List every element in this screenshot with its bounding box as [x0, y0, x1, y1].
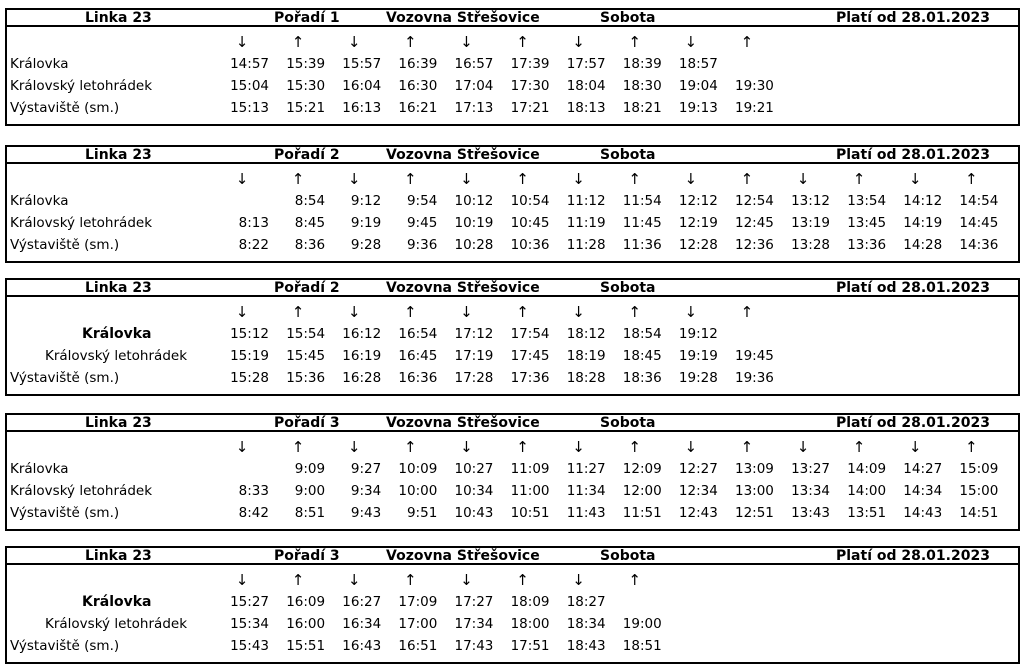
- stop-name: Královka: [10, 56, 69, 72]
- departure-time: 17:30: [510, 78, 550, 94]
- departure-time: 13:34: [791, 483, 830, 499]
- departure-time: 19:12: [678, 326, 718, 342]
- day-label: Sobota: [600, 280, 656, 296]
- line-label: Linka 23: [85, 10, 152, 26]
- departure-time: 8:22: [238, 237, 269, 253]
- arrow-down-icon: ↓: [796, 170, 810, 188]
- arrow-up-icon: ↑: [628, 33, 641, 51]
- stop-name: Královský letohrádek: [10, 78, 153, 94]
- arrow-down-icon: ↓: [235, 170, 249, 188]
- departure-time: 16:43: [342, 638, 382, 654]
- arrow-up-icon: ↑: [852, 170, 866, 188]
- departure-time: 14:28: [903, 237, 943, 253]
- day-label: Sobota: [600, 10, 656, 26]
- departure-time: 18:43: [566, 638, 606, 654]
- stop-row: [7, 323, 1018, 345]
- stop-row: [7, 53, 1018, 75]
- departure-time: 16:30: [398, 78, 438, 94]
- departure-time: 17:51: [510, 638, 550, 654]
- departure-time: 13:12: [791, 193, 830, 209]
- departure-time: 16:51: [398, 638, 438, 654]
- arrow-up-icon: ↑: [291, 303, 305, 321]
- departure-time: 17:57: [566, 56, 606, 72]
- departure-time: 18:21: [622, 100, 662, 116]
- departure-time: 13:00: [734, 483, 774, 499]
- arrow-down-icon: ↓: [347, 303, 361, 321]
- arrow-down-icon: ↓: [796, 438, 810, 456]
- arrow-down-icon: ↓: [347, 571, 361, 589]
- departure-time: 17:54: [510, 326, 550, 342]
- departure-time: 11:43: [566, 505, 606, 521]
- arrow-down-icon: ↓: [460, 303, 473, 321]
- arrow-up-icon: ↑: [404, 571, 417, 589]
- departure-time: 12:27: [678, 461, 718, 477]
- arrow-down-icon: ↓: [572, 170, 585, 188]
- departure-time: 11:12: [566, 193, 606, 209]
- departure-time: 17:12: [454, 326, 494, 342]
- departure-time: 15:34: [230, 616, 269, 632]
- block-body: [5, 27, 1020, 126]
- departure-time: 13:28: [791, 237, 830, 253]
- arrow-up-icon: ↑: [965, 438, 978, 456]
- arrow-down-icon: ↓: [684, 438, 698, 456]
- block-body: [5, 297, 1020, 396]
- depot-label: Vozovna Střešovice: [386, 548, 540, 564]
- departure-time: 18:27: [566, 594, 606, 610]
- arrow-down-icon: ↓: [235, 438, 249, 456]
- departure-time: 16:34: [342, 616, 382, 632]
- departure-time: 16:09: [286, 594, 326, 610]
- arrow-down-icon: ↓: [235, 303, 249, 321]
- departure-time: 12:34: [678, 483, 718, 499]
- arrow-up-icon: ↑: [291, 438, 305, 456]
- departure-time: 16:27: [342, 594, 382, 610]
- arrow-down-icon: ↓: [460, 571, 473, 589]
- departure-time: 17:45: [510, 348, 550, 364]
- departure-time: 13:27: [791, 461, 830, 477]
- arrow-down-icon: ↓: [572, 438, 585, 456]
- arrow-up-icon: ↑: [516, 33, 529, 51]
- departure-time: 10:51: [510, 505, 550, 521]
- departure-time: 18:30: [622, 78, 662, 94]
- departure-time: 19:21: [734, 100, 774, 116]
- direction-row: [7, 436, 1018, 458]
- stop-row: [7, 458, 1018, 480]
- arrow-up-icon: ↑: [404, 303, 417, 321]
- valid-from-label: Platí od 28.01.2023: [836, 548, 990, 564]
- departure-time: 17:27: [454, 594, 494, 610]
- arrow-up-icon: ↑: [516, 438, 529, 456]
- arrow-up-icon: ↑: [740, 303, 754, 321]
- departure-time: 11:00: [510, 483, 550, 499]
- day-label: Sobota: [600, 147, 656, 163]
- depot-label: Vozovna Střešovice: [386, 147, 540, 163]
- departure-time: 14:51: [959, 505, 999, 521]
- departure-time: 8:54: [294, 193, 326, 209]
- departure-time: 12:54: [734, 193, 774, 209]
- arrow-up-icon: ↑: [291, 33, 305, 51]
- arrow-down-icon: ↓: [235, 33, 249, 51]
- departure-time: 18:34: [566, 616, 606, 632]
- departure-time: 9:43: [350, 505, 382, 521]
- arrow-down-icon: ↓: [460, 438, 473, 456]
- departure-time: 10:00: [398, 483, 438, 499]
- block-header: [5, 546, 1020, 565]
- departure-time: 9:09: [294, 461, 326, 477]
- stop-row: [7, 212, 1018, 234]
- departure-time: 11:27: [566, 461, 606, 477]
- departure-time: 14:12: [903, 193, 943, 209]
- departure-time: 18:36: [622, 370, 662, 386]
- arrow-down-icon: ↓: [684, 33, 698, 51]
- arrow-up-icon: ↑: [852, 438, 866, 456]
- block-body: [5, 565, 1020, 664]
- order-label: Pořadí 1: [274, 10, 340, 26]
- arrow-down-icon: ↓: [684, 303, 698, 321]
- departure-time: 15:19: [230, 348, 269, 364]
- block-header: [5, 278, 1020, 297]
- departure-time: 18:39: [622, 56, 662, 72]
- departure-time: 9:12: [350, 193, 382, 209]
- line-label: Linka 23: [85, 415, 152, 431]
- departure-time: 14:57: [230, 56, 269, 72]
- departure-time: 8:33: [238, 483, 269, 499]
- departure-time: 19:00: [622, 616, 662, 632]
- departure-time: 15:28: [230, 370, 269, 386]
- stop-name: Královský letohrádek: [45, 616, 188, 632]
- departure-time: 15:45: [286, 348, 326, 364]
- order-label: Pořadí 2: [274, 280, 340, 296]
- arrow-up-icon: ↑: [740, 438, 754, 456]
- departure-time: 9:19: [350, 215, 382, 231]
- departure-time: 13:09: [734, 461, 774, 477]
- stop-row: [7, 97, 1018, 119]
- departure-time: 15:21: [286, 100, 326, 116]
- departure-time: 15:13: [230, 100, 269, 116]
- stop-name: Královský letohrádek: [45, 348, 188, 364]
- arrow-up-icon: ↑: [404, 170, 417, 188]
- valid-from-label: Platí od 28.01.2023: [836, 147, 990, 163]
- arrow-down-icon: ↓: [460, 33, 473, 51]
- arrow-up-icon: ↑: [516, 170, 529, 188]
- departure-time: 15:04: [230, 78, 269, 94]
- departure-time: 15:36: [286, 370, 326, 386]
- arrow-down-icon: ↓: [908, 170, 922, 188]
- departure-time: 18:12: [566, 326, 606, 342]
- depot-label: Vozovna Střešovice: [386, 415, 540, 431]
- departure-time: 12:36: [734, 237, 774, 253]
- arrow-up-icon: ↑: [404, 438, 417, 456]
- valid-from-label: Platí od 28.01.2023: [836, 415, 990, 431]
- departure-time: 15:30: [286, 78, 326, 94]
- departure-time: 17:04: [454, 78, 494, 94]
- depot-label: Vozovna Střešovice: [386, 10, 540, 26]
- departure-time: 17:34: [454, 616, 494, 632]
- departure-time: 18:04: [566, 78, 606, 94]
- arrow-up-icon: ↑: [628, 571, 641, 589]
- departure-time: 17:39: [510, 56, 550, 72]
- stop-row: [7, 635, 1018, 657]
- departure-time: 16:39: [398, 56, 438, 72]
- block-body: [5, 164, 1020, 263]
- departure-time: 18:54: [622, 326, 662, 342]
- departure-time: 15:39: [286, 56, 326, 72]
- departure-time: 17:21: [510, 100, 550, 116]
- valid-from-label: Platí od 28.01.2023: [836, 280, 990, 296]
- departure-time: 15:00: [959, 483, 999, 499]
- arrow-up-icon: ↑: [740, 33, 754, 51]
- departure-time: 16:28: [342, 370, 382, 386]
- order-label: Pořadí 3: [274, 548, 340, 564]
- stop-name: Královka: [10, 193, 69, 209]
- departure-time: 19:19: [678, 348, 718, 364]
- stop-row: [7, 367, 1018, 389]
- departure-time: 9:00: [294, 483, 326, 499]
- departure-time: 18:13: [566, 100, 606, 116]
- arrow-down-icon: ↓: [235, 571, 249, 589]
- departure-time: 16:04: [342, 78, 382, 94]
- arrow-down-icon: ↓: [572, 33, 585, 51]
- stop-name: Výstaviště (sm.): [10, 505, 120, 521]
- departure-time: 11:09: [510, 461, 550, 477]
- departure-time: 18:51: [622, 638, 662, 654]
- departure-time: 17:36: [510, 370, 550, 386]
- departure-time: 19:04: [678, 78, 718, 94]
- departure-time: 10:34: [454, 483, 494, 499]
- departure-time: 12:45: [734, 215, 774, 231]
- valid-from-label: Platí od 28.01.2023: [836, 10, 990, 26]
- stop-row: [7, 75, 1018, 97]
- departure-time: 10:43: [454, 505, 494, 521]
- departure-time: 16:54: [398, 326, 438, 342]
- departure-time: 19:45: [734, 348, 774, 364]
- departure-time: 18:28: [566, 370, 606, 386]
- departure-time: 17:28: [454, 370, 494, 386]
- departure-time: 12:00: [622, 483, 662, 499]
- departure-time: 15:12: [230, 326, 269, 342]
- departure-time: 16:00: [286, 616, 326, 632]
- line-label: Linka 23: [85, 548, 152, 564]
- departure-time: 16:21: [398, 100, 438, 116]
- departure-time: 10:27: [454, 461, 494, 477]
- departure-time: 9:54: [406, 193, 438, 209]
- stop-row: [7, 502, 1018, 524]
- departure-time: 9:45: [406, 215, 438, 231]
- departure-time: 8:13: [238, 215, 269, 231]
- departure-time: 14:45: [959, 215, 999, 231]
- departure-time: 14:54: [959, 193, 999, 209]
- departure-time: 13:45: [847, 215, 887, 231]
- order-label: Pořadí 3: [274, 415, 340, 431]
- direction-row: [7, 31, 1018, 53]
- departure-time: 17:43: [454, 638, 494, 654]
- departure-time: 17:00: [398, 616, 438, 632]
- order-label: Pořadí 2: [274, 147, 340, 163]
- departure-time: 16:12: [342, 326, 382, 342]
- departure-time: 14:19: [903, 215, 943, 231]
- stop-name: Královský letohrádek: [10, 215, 153, 231]
- arrow-up-icon: ↑: [628, 438, 641, 456]
- departure-time: 14:27: [903, 461, 943, 477]
- departure-time: 14:09: [847, 461, 887, 477]
- departure-time: 10:28: [454, 237, 494, 253]
- departure-time: 18:45: [622, 348, 662, 364]
- departure-time: 10:54: [510, 193, 550, 209]
- departure-time: 8:42: [238, 505, 269, 521]
- departure-time: 10:12: [454, 193, 494, 209]
- direction-row: [7, 569, 1018, 591]
- arrow-down-icon: ↓: [347, 438, 361, 456]
- departure-time: 13:36: [847, 237, 887, 253]
- arrow-up-icon: ↑: [740, 170, 754, 188]
- line-label: Linka 23: [85, 280, 152, 296]
- departure-time: 13:51: [847, 505, 887, 521]
- departure-time: 19:28: [678, 370, 718, 386]
- departure-time: 17:09: [398, 594, 438, 610]
- departure-time: 12:43: [678, 505, 718, 521]
- stop-row: [7, 591, 1018, 613]
- departure-time: 18:09: [510, 594, 550, 610]
- arrow-up-icon: ↑: [291, 571, 305, 589]
- arrow-up-icon: ↑: [965, 170, 978, 188]
- stop-name: Královka: [82, 326, 152, 342]
- departure-time: 15:57: [342, 56, 382, 72]
- departure-time: 10:45: [510, 215, 550, 231]
- departure-time: 13:54: [847, 193, 887, 209]
- departure-time: 15:54: [286, 326, 326, 342]
- arrow-down-icon: ↓: [684, 170, 698, 188]
- departure-time: 16:57: [454, 56, 494, 72]
- departure-time: 10:36: [510, 237, 550, 253]
- block-header: [5, 145, 1020, 164]
- line-label: Linka 23: [85, 147, 152, 163]
- arrow-up-icon: ↑: [404, 33, 417, 51]
- departure-time: 14:36: [959, 237, 999, 253]
- arrow-up-icon: ↑: [291, 170, 305, 188]
- stop-name: Královka: [10, 461, 69, 477]
- depot-label: Vozovna Střešovice: [386, 280, 540, 296]
- day-label: Sobota: [600, 415, 656, 431]
- departure-time: 16:36: [398, 370, 438, 386]
- arrow-down-icon: ↓: [572, 571, 585, 589]
- departure-time: 18:57: [678, 56, 718, 72]
- direction-row: [7, 168, 1018, 190]
- departure-time: 11:51: [622, 505, 662, 521]
- arrow-down-icon: ↓: [347, 33, 361, 51]
- departure-time: 9:28: [350, 237, 382, 253]
- arrow-down-icon: ↓: [908, 438, 922, 456]
- departure-time: 18:00: [510, 616, 550, 632]
- departure-time: 11:54: [622, 193, 662, 209]
- departure-time: 18:19: [566, 348, 606, 364]
- stop-name: Královský letohrádek: [10, 483, 153, 499]
- arrow-down-icon: ↓: [460, 170, 473, 188]
- arrow-up-icon: ↑: [516, 571, 529, 589]
- departure-time: 12:28: [678, 237, 718, 253]
- departure-time: 12:09: [622, 461, 662, 477]
- departure-time: 11:34: [566, 483, 606, 499]
- departure-time: 16:19: [342, 348, 382, 364]
- stop-row: [7, 190, 1018, 212]
- departure-time: 14:43: [903, 505, 943, 521]
- stop-name: Výstaviště (sm.): [10, 370, 120, 386]
- departure-time: 12:51: [734, 505, 774, 521]
- direction-row: [7, 301, 1018, 323]
- stop-name: Výstaviště (sm.): [10, 638, 120, 654]
- departure-time: 15:27: [230, 594, 269, 610]
- departure-time: 8:36: [294, 237, 326, 253]
- arrow-up-icon: ↑: [628, 170, 641, 188]
- departure-time: 19:30: [734, 78, 774, 94]
- block-body: [5, 432, 1020, 531]
- arrow-up-icon: ↑: [628, 303, 641, 321]
- departure-time: 9:34: [350, 483, 382, 499]
- departure-time: 13:19: [791, 215, 830, 231]
- departure-time: 9:36: [406, 237, 438, 253]
- arrow-up-icon: ↑: [516, 303, 529, 321]
- departure-time: 8:45: [294, 215, 326, 231]
- stop-row: [7, 480, 1018, 502]
- arrow-down-icon: ↓: [572, 303, 585, 321]
- departure-time: 16:13: [342, 100, 382, 116]
- departure-time: 17:19: [454, 348, 494, 364]
- departure-time: 14:00: [847, 483, 887, 499]
- departure-time: 8:51: [294, 505, 326, 521]
- block-header: [5, 8, 1020, 27]
- arrow-down-icon: ↓: [347, 170, 361, 188]
- departure-time: 19:36: [734, 370, 774, 386]
- block-header: [5, 413, 1020, 432]
- stop-row: [7, 234, 1018, 256]
- departure-time: 15:43: [230, 638, 269, 654]
- departure-time: 17:13: [454, 100, 494, 116]
- stop-name: Královka: [82, 594, 152, 610]
- stop-row: [7, 613, 1018, 635]
- departure-time: 12:12: [678, 193, 718, 209]
- departure-time: 10:19: [454, 215, 494, 231]
- departure-time: 11:19: [566, 215, 606, 231]
- stop-row: [7, 345, 1018, 367]
- departure-time: 11:28: [566, 237, 606, 253]
- departure-time: 9:27: [350, 461, 382, 477]
- departure-time: 11:36: [622, 237, 662, 253]
- departure-time: 12:19: [678, 215, 718, 231]
- stop-name: Výstaviště (sm.): [10, 100, 120, 116]
- stop-name: Výstaviště (sm.): [10, 237, 120, 253]
- departure-time: 19:13: [678, 100, 718, 116]
- departure-time: 16:45: [398, 348, 438, 364]
- departure-time: 11:45: [622, 215, 662, 231]
- departure-time: 9:51: [406, 505, 438, 521]
- departure-time: 13:43: [791, 505, 830, 521]
- departure-time: 15:09: [959, 461, 999, 477]
- day-label: Sobota: [600, 548, 656, 564]
- departure-time: 14:34: [903, 483, 943, 499]
- departure-time: 15:51: [286, 638, 326, 654]
- departure-time: 10:09: [398, 461, 438, 477]
